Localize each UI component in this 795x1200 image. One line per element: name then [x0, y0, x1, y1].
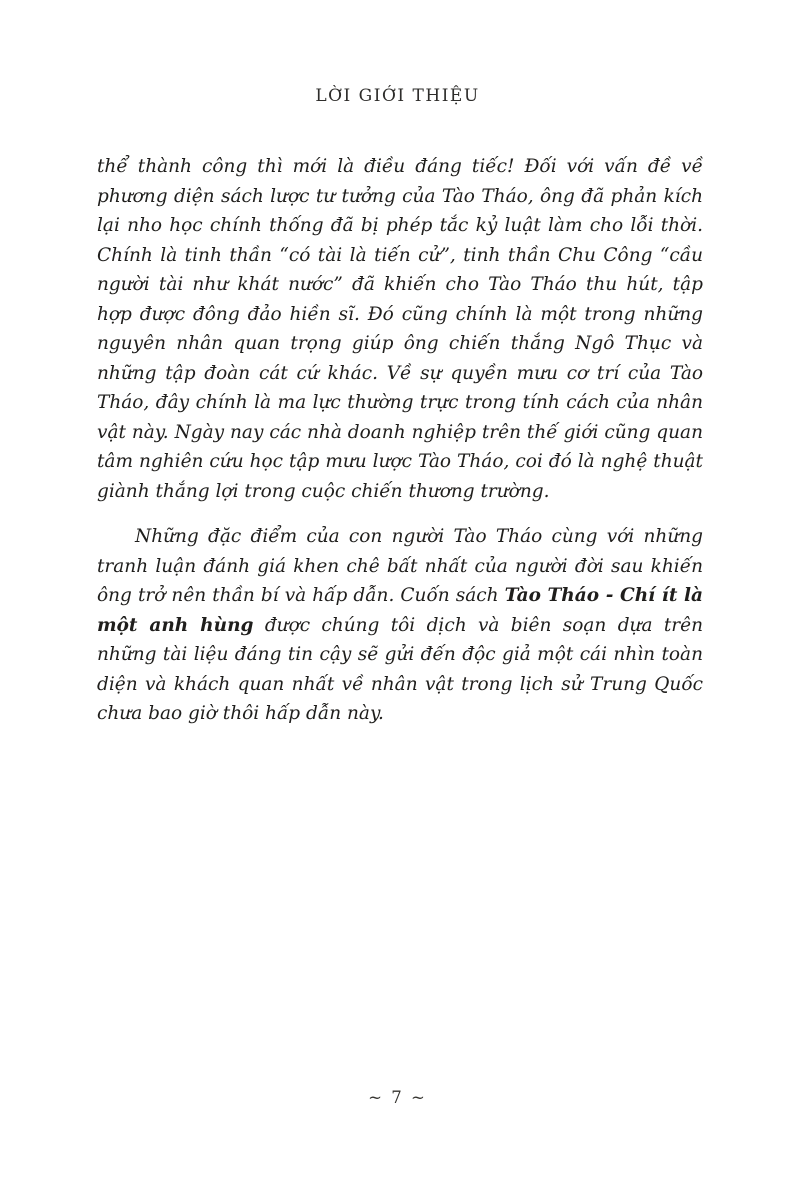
- paragraph: [97, 152, 703, 506]
- running-header: LỜI GIỚI THIỆU: [315, 86, 480, 106]
- text-segment: Những đặc điểm của con người Tào Tháo cùng với những tranh luận đánh giá khen chê bất nhất của người đời sau khiến ông trở nên thần bí và hấp dẫn. Cuốn sách: [97, 526, 703, 606]
- bold-book-title: Tào Tháo - Chí ít là một anh hùng: [97, 585, 703, 636]
- body-text: [97, 152, 703, 729]
- page-number: ~ 7 ~: [368, 1088, 427, 1107]
- text-segment: được chúng tôi dịch và biên soạn dựa trên những tài liệu đáng tin cậy sẽ gửi đến độc giả một cái nhìn toàn diện và khách quan nhất về nhân vật trong lịch sử Trung Quốc chưa bao giờ thôi hấp dẫn này.: [97, 614, 703, 724]
- text-segment: thể thành công thì mới là điều đáng tiếc! Đối với vấn đề về phương diện sách lược tư tưởng của Tào Tháo, ông đã phản kích lại nho học chính thống đã bị phép tắc kỷ luật làm cho lỗi thời. Chính là tinh thần “có tài là tiến cử”, tinh thần Chu Công “cầu người tài như khát nước” đã khiến cho Tào Tháo thu hút, tập hợp được đông đảo hiền sĩ. Đó cũng chính là một trong những nguyên nhân quan trọng giúp ông chiến thắng Ngô Thục và những tập đoàn cát cứ khác. Về sự quyền mưu cơ trí của Tào Tháo, đây chính là ma lực thường trực trong tính cách của nhân vật này. Ngày nay các nhà doanh nghiệp trên thế giới cũng quan tâm nghiên cứu học tập mưu lược Tào Tháo, coi đó là nghệ thuật giành thắng lợi trong cuộc chiến thương trường.: [97, 156, 703, 502]
- paragraph: [97, 522, 703, 729]
